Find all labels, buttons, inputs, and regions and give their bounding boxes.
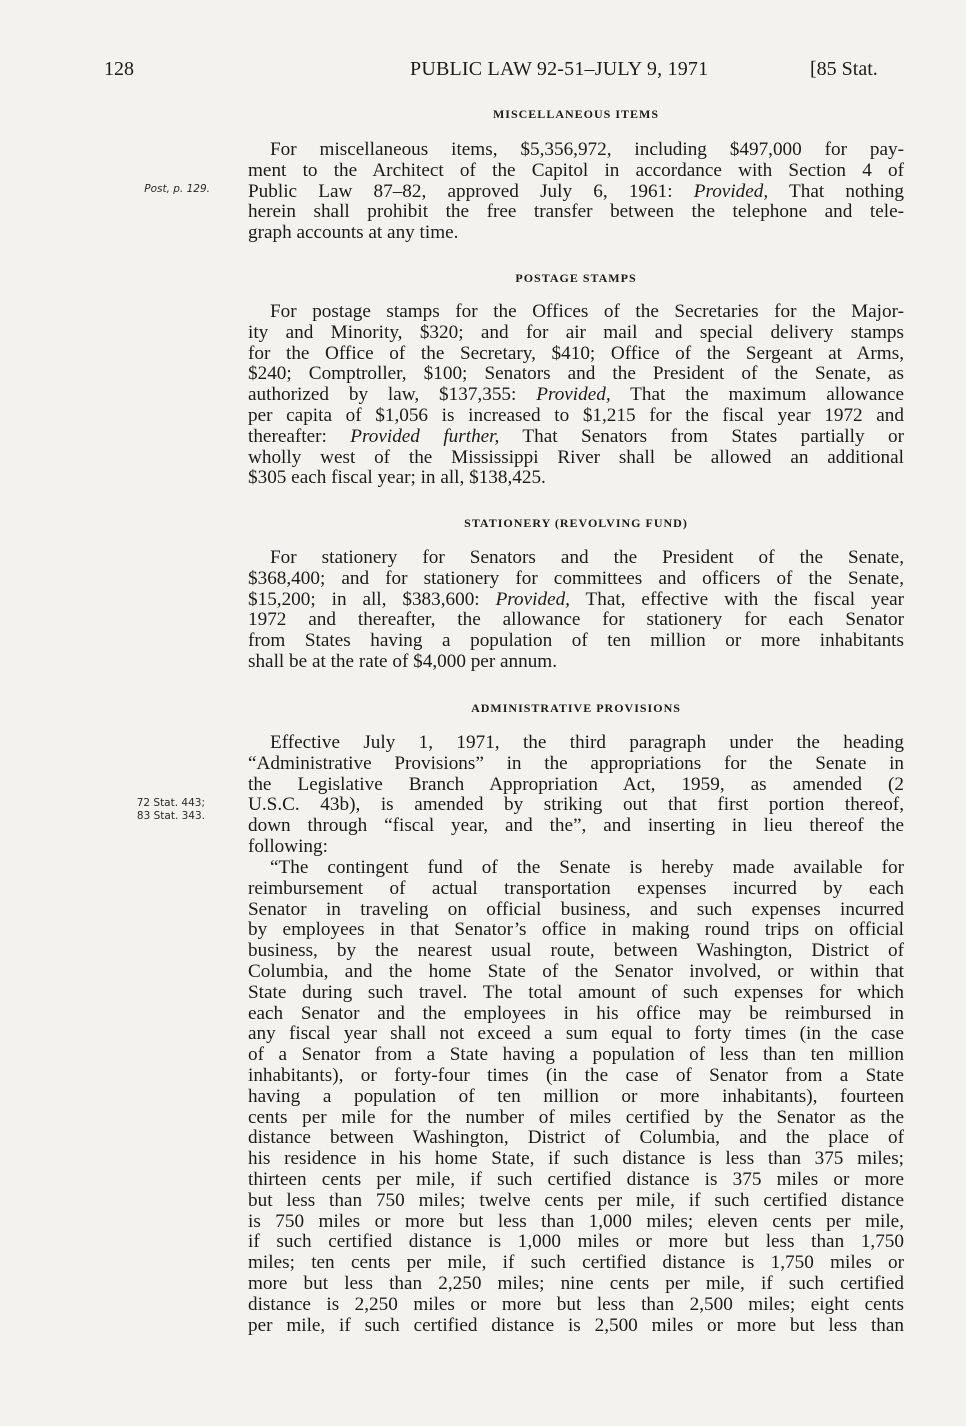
text-line <box>248 427 904 448</box>
text-line: but less than 750 miles; twelve cents per mile, if such certified distance <box>248 1189 904 1211</box>
text-line <box>248 182 904 203</box>
text-line: miles; ten cents per mile, if such certified distance is 1,750 miles or <box>248 1252 904 1274</box>
section-heading-miscellaneous: MISCELLANEOUS ITEMS <box>492 107 660 121</box>
paragraph-stationery <box>248 548 904 673</box>
margin-note-post: Post, p. 129. <box>144 183 210 195</box>
page-number: 128 <box>104 58 134 80</box>
text-line: distance is 2,250 miles or more but less than 2,500 miles; eight cents <box>248 1293 904 1315</box>
text-line: For miscellaneous items, $5,356,972, including $497,000 for pay- <box>270 139 904 160</box>
citation-line: 72 Stat. 443; <box>136 797 205 809</box>
italic-term: Provided, <box>693 180 769 202</box>
paragraph-administrative <box>248 733 904 858</box>
text-line: graph accounts at any time. <box>248 222 459 244</box>
text-line: “The contingent fund of the Senate is hereby made available for <box>270 857 904 878</box>
margin-note-citations <box>60 797 205 823</box>
text-line: “Administrative Provisions” in the appropriations for the Senate in <box>248 752 904 774</box>
text-line: thirteen cents per mile, if such certified distance is 375 miles or more <box>248 1168 904 1190</box>
text-line <box>248 385 904 406</box>
text-fragment: Public Law 87–82, approved July 6, 1961: <box>248 180 694 202</box>
text-line: distance between Washington, District of Columbia, and the place of <box>248 1127 904 1149</box>
text-line: $240; Comptroller, $100; Senators and the President of the Senate, as <box>248 363 904 385</box>
italic-term: Provided, <box>536 384 611 406</box>
text-fragment: authorized by law, $137,355: <box>248 384 537 406</box>
text-line: more but less than 2,250 miles; nine cents per mile, if such certified <box>248 1272 904 1294</box>
text-line: each Senator and the employees in his office may be reimbursed in <box>248 1002 904 1024</box>
text-line: any fiscal year shall not exceed a sum equal to forty times (in the case <box>248 1023 904 1045</box>
text-line: shall be at the rate of $4,000 per annum. <box>248 650 558 672</box>
text-line: 1972 and thereafter, the allowance for stationery for each Senator <box>248 609 904 631</box>
text-fragment: thereafter: <box>248 425 351 447</box>
text-fragment: That Senators from States partially or <box>499 425 904 447</box>
text-line: State during such travel. The total amount of such expenses for which <box>248 981 904 1003</box>
text-line: per capita of $1,056 is increased to $1,215 for the fiscal year 1972 and <box>248 404 904 426</box>
text-line: is 750 miles or more but less than 1,000 miles; eleven cents per mile, <box>248 1210 904 1232</box>
text-line: Columbia, and the home State of the Senator involved, or within that <box>248 960 904 982</box>
text-line: For postage stamps for the Offices of the Secretaries for the Major- <box>270 301 904 322</box>
text-line: from States having a population of ten million or more inhabitants <box>248 630 904 652</box>
page-header <box>0 58 966 88</box>
paragraph-postage <box>248 302 904 489</box>
text-line: reimbursement of actual transportation expenses incurred by each <box>248 877 904 899</box>
text-line <box>248 590 904 611</box>
text-line: of a Senator from a State having a population of less than ten million <box>248 1044 904 1066</box>
text-line: per mile, if such certified distance is 2,500 miles or more but less than <box>248 1314 904 1336</box>
text-fragment: That the maximum allowance <box>610 384 904 406</box>
text-line: ity and Minority, $320; and for air mail and special delivery stamps <box>248 321 904 343</box>
volume-reference: [85 Stat. <box>810 58 878 80</box>
text-line: For stationery for Senators and the President of the Senate, <box>270 547 904 568</box>
text-line: $305 each fiscal year; in all, $138,425. <box>248 467 546 489</box>
text-line: if such certified distance is 1,000 miles or more but less than 1,750 <box>248 1231 904 1253</box>
paragraph-quoted-provision <box>248 858 904 1336</box>
citation-line: 83 Stat. 343. <box>136 810 205 822</box>
text-line: business, by the nearest usual route, between Washington, District of <box>248 940 904 962</box>
text-line: wholly west of the Mississippi River shall be allowed an additional <box>248 446 904 468</box>
text-line: inhabitants), or forty-four times (in the case of Senator from a State <box>248 1064 904 1086</box>
text-line: for the Office of the Secretary, $410; Office of the Sergeant at Arms, <box>248 342 904 364</box>
text-fragment: That nothing <box>768 180 904 202</box>
section-heading-postage: POSTAGE STAMPS <box>515 271 637 285</box>
text-fragment: That, effective with the fiscal year <box>569 588 904 610</box>
text-line: having a population of ten million or more inhabitants), fourteen <box>248 1085 904 1107</box>
text-line: by employees in that Senator’s office in making round trips on official <box>248 919 904 941</box>
text-line: herein shall prohibit the free transfer between the telephone and tele- <box>248 201 904 223</box>
running-title: PUBLIC LAW 92-51–JULY 9, 1971 <box>410 58 709 80</box>
text-line: his residence in his home State, if such distance is less than 375 miles; <box>248 1148 904 1170</box>
section-heading-stationery: STATIONERY (REVOLVING FUND) <box>464 516 688 530</box>
italic-term: Provided, <box>495 588 570 610</box>
text-line: the Legislative Branch Appropriation Act, 1959, as amended (2 <box>248 773 904 795</box>
text-fragment: $15,200; in all, $383,600: <box>248 588 496 610</box>
paragraph-miscellaneous <box>248 140 904 244</box>
text-line: Effective July 1, 1971, the third paragraph under the heading <box>270 732 904 753</box>
text-line: cents per mile for the number of miles certified by the Senator as the <box>248 1106 904 1128</box>
text-line: U.S.C. 43b), is amended by striking out that first portion thereof, <box>248 794 904 816</box>
text-line: ment to the Architect of the Capitol in accordance with Section 4 of <box>248 159 904 181</box>
text-line: Senator in traveling on official business, and such expenses incurred <box>248 898 904 920</box>
text-line: down through “fiscal year, and the”, and inserting in lieu thereof the <box>248 815 904 837</box>
italic-term: Provided further, <box>350 425 500 447</box>
section-heading-administrative: ADMINISTRATIVE PROVISIONS <box>471 701 681 715</box>
text-line: $368,400; and for stationery for committees and officers of the Senate, <box>248 567 904 589</box>
text-line: following: <box>248 835 328 857</box>
